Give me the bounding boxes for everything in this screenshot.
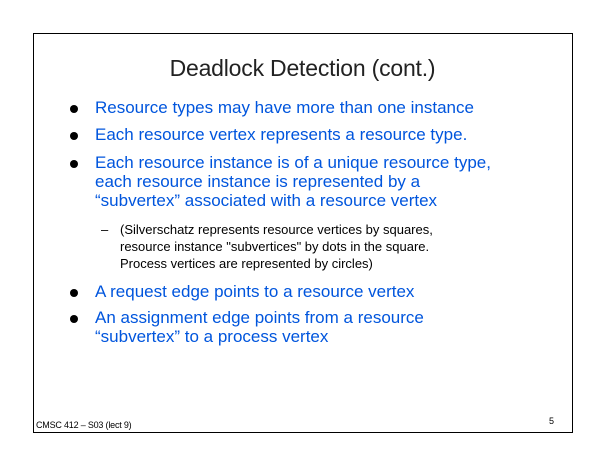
- slide-title: Deadlock Detection (cont.): [169, 55, 436, 81]
- footer-course-label: CMSC 412 – S03 (lect 9): [36, 420, 132, 430]
- bullet-dot-icon: [70, 289, 78, 297]
- sub-bullet-dash: –: [101, 222, 109, 237]
- bullet-text: An assignment edge points from a resource “subvertex” to a process vertex: [95, 308, 424, 346]
- page-number: 5: [549, 416, 555, 426]
- bullet-text: Each resource instance is of a unique resource type, each resource instance is represented by a “subvertex” associated with a resource vertex: [95, 153, 491, 210]
- bullet-dot-icon: [70, 160, 78, 168]
- sub-bullet-text: (Silverschatz represents resource vertices by squares, resource instance "subvertices" by dots in the square. Process vertices are represented by circles): [120, 222, 433, 271]
- bullet-dot-icon: [70, 105, 78, 113]
- bullet-text: Resource types may have more than one instance: [95, 98, 474, 117]
- bullet-dot-icon: [70, 132, 78, 140]
- bullet-text: Each resource vertex represents a resource type.: [95, 125, 468, 144]
- bullet-text: A request edge points to a resource vertex: [95, 282, 415, 301]
- bullet-dot-icon: [70, 315, 78, 323]
